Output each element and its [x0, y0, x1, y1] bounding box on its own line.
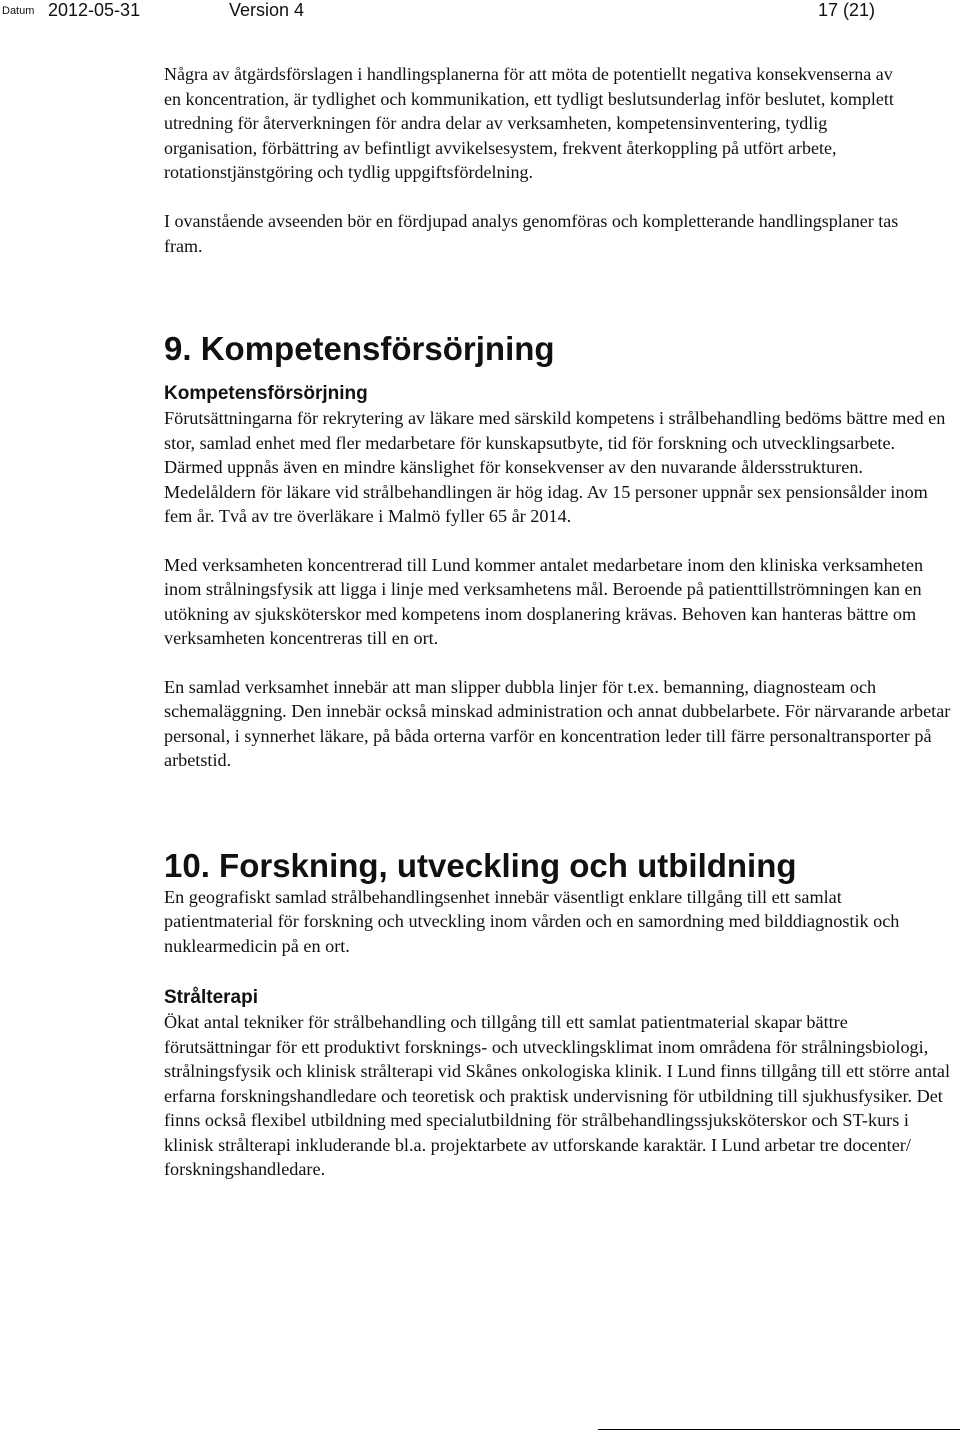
section-9-paragraph-3: En samlad verksamhet innebär att man slipper dubbla linjer för t.ex. bemanning, diagnosteam och schemaläggning. Den innebär också minskad administration och annat dubbelarbete. För närvarande arbetar personal, i synnerhet läkare, på båda orterna varför en koncentration leder till färre personaltransporter på arbetstid. [164, 676, 951, 771]
section-9-number: 9. [164, 330, 192, 368]
section-10-paragraph-2: Ökat antal tekniker för strålbehandling och tillgång till ett samlat patientmaterial skapar bättre förutsättningar för ett produktivt forsknings- och utvecklingsklimat inom områdena för strålningsbiologi, strålningsfysik och klinisk strålterapi vid Skånes onkologiska klinik. I Lund finns tillgång till ett större antal erfarna forskningshandledare och teoretisk och praktisk undervisning för utbildning till sjukhusfysiker. Det finns också flexibel utbildning med specialutbildning för strålbehandlingssjuksköterskor och ST-kurs i klinisk strålterapi inkluderande bl.a. projektarbete av utforskande karaktär. I Lund arbetar tre docenter/ forskningshandledare. [164, 1012, 950, 1180]
document-body [164, 62, 954, 1182]
section-10-subheading: Strålterapi [164, 987, 258, 1009]
document-version: Version 4 [229, 0, 305, 20]
section-9-heading [164, 330, 954, 368]
section-10-heading: 10. Forskning, utveckling och utbildning [164, 846, 797, 884]
page-header [0, 0, 960, 24]
section-10-paragraph-1: En geografiskt samlad strålbehandlingsenhet innebär väsentligt enklare tillgång till ett samlat patientmaterial för forskning och utveckling inom vården och en samordning med bilddiagnostik och nuklearmedicin på en ort. [164, 886, 900, 956]
document-date: 2012-05-31 [48, 0, 141, 20]
date-label: Datum [2, 5, 35, 17]
page-number: 17 (21) [818, 0, 876, 20]
intro-paragraph-2: I ovanstående avseenden bör en fördjupad analys genomföras och kompletterande handlingsplaner tas fram. [164, 210, 899, 256]
section-9-subheading: Kompetensförsörjning [164, 383, 368, 405]
section-9-paragraph-1: Förutsättningarna för rekrytering av läkare med särskild kompetens i strålbehandling bedöms bättre med en stor, samlad enhet med fler medarbetare för kunskapsutbyte, tid för forskning och utvecklingsarbete. Därmed uppnås även en mindre känslighet för konsekvenser av den nuvarande åldersstrukturen. Medelåldern för läkare vid strålbehandlingen är hög idag. Av 15 personer uppnår sex pensionsålder inom fem år. Två av tre överläkare i Malmö fyller 65 år 2014. [164, 408, 946, 527]
intro-paragraph-1: Några av åtgärdsförslagen i handlingsplanerna för att möta de potentiellt negativa konsekvenserna av en koncentration, är tydlighet och kommunikation, ett tydligt beslutsunderlag inför beslutet, komplett utredning för återverkningen för andra delar av verksamheten, kompetensinventering, tydlig organisation, förbättring av befintligt avvikelsesystem, frekvent återkoppling på utfört arbete, rotationstjänstgöring och tydlig uppgiftsfördelning. [164, 64, 894, 183]
section-9-title: Kompetensförsörjning [200, 330, 555, 368]
footer-rule [598, 1429, 960, 1430]
section-9-paragraph-2: Med verksamheten koncentrerad till Lund kommer antalet medarbetare inom den kliniska verksamheten inom strålningsfysik att ligga i linje med verksamhetens mål. Beroende på patienttillströmningen kan en utökning av sjuksköterskor med kompetens inom dosplanering krävas. Behoven kan hanteras bättre om verksamheten koncentreras till en ort. [164, 554, 924, 649]
